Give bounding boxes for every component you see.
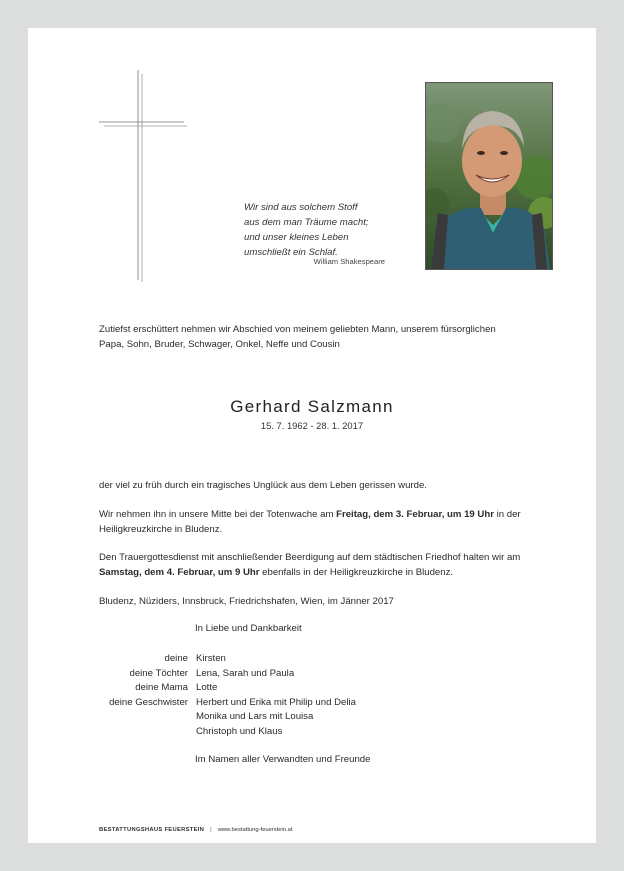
survivor-names: Lotte [196, 682, 218, 693]
survivors-list [88, 652, 508, 739]
intro-line: Papa, Sohn, Bruder, Schwager, Onkel, Neffe und Cousin [99, 339, 340, 350]
text-span: Wir nehmen ihn in unsere Mitte bei der Totenwache am [99, 509, 337, 520]
quote-line: umschließt ein Schlaf. [244, 247, 338, 258]
survivor-names: Christoph und Klaus [196, 725, 283, 737]
deceased-name: Gerhard Salzmann [230, 397, 394, 416]
funeral-date: Samstag, dem 4. Februar, um 9 Uhr [99, 567, 260, 578]
survivor-row [88, 652, 508, 667]
survivor-relation: deine Töchter [129, 667, 188, 679]
closing-line: Im Namen aller Verwandten und Freunde [195, 754, 371, 765]
paragraph-places: Bludenz, Nüziders, Innsbruck, Friedrichshafen, Wien, im Jänner 2017 [99, 596, 394, 607]
thanks-line: In Liebe und Dankbarkeit [195, 623, 302, 634]
paragraph-accident: der viel zu früh durch ein tragisches Unglück aus dem Leben gerissen wurde. [99, 480, 427, 491]
survivor-names: Kirsten [196, 653, 226, 664]
survivor-row [88, 696, 508, 740]
text-span: ebenfalls in der Heiligkreuzkirche in Bludenz. [259, 567, 454, 578]
survivor-row [88, 667, 508, 682]
intro-text [99, 322, 549, 352]
survivor-names: Monika und Lars mit Louisa [196, 711, 314, 722]
life-dates: 15. 7. 1962 - 28. 1. 2017 [260, 420, 364, 431]
quote-line: und unser kleines Leben [244, 232, 349, 243]
survivor-relation: deine Mama [135, 682, 188, 693]
survivor-names: Lena, Sarah und Paula [196, 667, 295, 679]
footer-url-link[interactable]: www.bestattung-feuerstein.at [217, 827, 293, 833]
paragraph-funeral [99, 550, 554, 580]
obituary-page [28, 28, 596, 843]
quote-line: Wir sind aus solchem Stoff [244, 202, 358, 213]
footer [99, 827, 292, 833]
text-span: in der Heiligkreuzkirche in Bludenz. [99, 509, 521, 535]
survivor-row [88, 681, 508, 696]
survivor-names: Herbert und Erika mit Philip und Delia [196, 696, 356, 708]
footer-brand: BESTATTUNGSHAUS FEUERSTEIN [99, 827, 205, 833]
survivor-relation: deine [164, 653, 188, 664]
footer-separator: | [210, 827, 212, 833]
quote-author: William Shakespeare [313, 257, 385, 266]
quote-line: aus dem man Träume macht; [244, 217, 369, 228]
survivor-relation: deine Geschwister [109, 696, 188, 708]
portrait-photo-icon [425, 82, 553, 270]
wake-date: Freitag, dem 3. Februar, um 19 Uhr [336, 509, 494, 520]
text-span: Den Trauergottesdienst mit anschließender Beerdigung auf dem städtischen Friedhof halten wir am [99, 552, 521, 563]
cross-icon [98, 68, 188, 283]
intro-line: Zutiefst erschüttert nehmen wir Abschied von meinem geliebten Mann, unserem fürsorglichen [99, 324, 496, 335]
quote [244, 200, 389, 260]
paragraph-wake [99, 507, 554, 537]
